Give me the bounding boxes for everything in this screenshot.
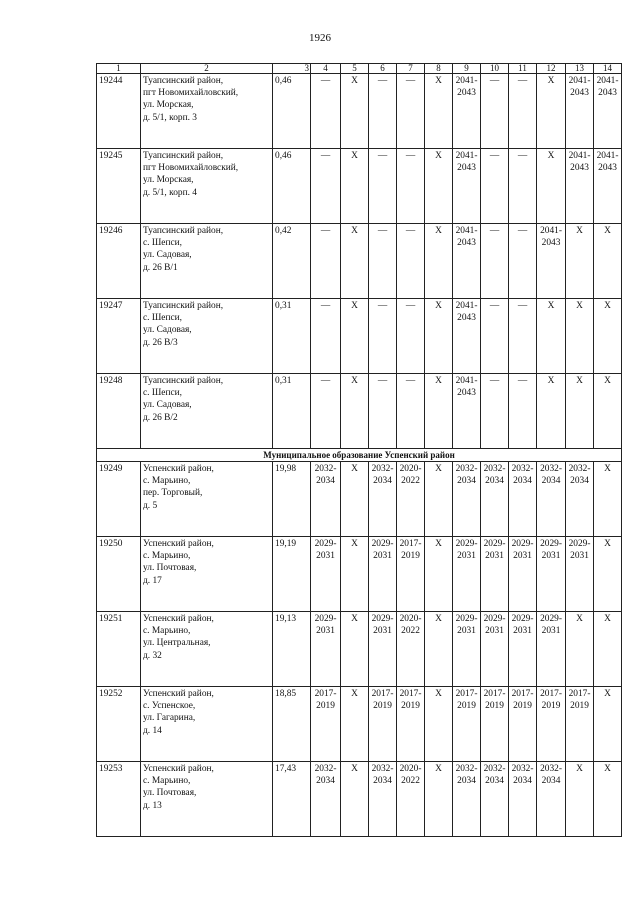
address-line: д. 13 (143, 800, 162, 811)
term-cell-c4: 2032-2034 (311, 462, 341, 537)
term-cell-c5: X (341, 687, 369, 762)
term-cell-c12: X (537, 374, 566, 449)
term-cell-c13: 2029-2031 (566, 537, 594, 612)
address-line: Туапсинский район, (143, 76, 224, 86)
term-cell-c4: — (311, 149, 341, 224)
term-cell-c5: X (341, 374, 369, 449)
address-line: ул. Почтовая, (143, 788, 197, 799)
area-cell: 19,98 (273, 462, 311, 537)
term-cell-c14: X (594, 224, 622, 299)
address-line: ул. Морская, (143, 175, 194, 186)
term-cell-c6: — (369, 299, 397, 374)
column-header: 1 (97, 64, 141, 74)
column-header: 6 (369, 64, 397, 74)
term-cell-c4: 2029-2031 (311, 612, 341, 687)
term-cell-c4: — (311, 224, 341, 299)
term-cell-c8: X (425, 224, 453, 299)
table-row (97, 687, 622, 762)
address-line: д. 5/1, корп. 4 (143, 187, 197, 198)
address-line: ул. Гагарина, (143, 713, 196, 724)
area-cell: 17,43 (273, 762, 311, 837)
term-cell-c7: 2020-2022 (397, 762, 425, 837)
term-cell-c12: 2017-2019 (537, 687, 566, 762)
term-cell-c14: X (594, 299, 622, 374)
term-cell-c11: 2017-2019 (509, 687, 537, 762)
term-cell-c13: 2041-2043 (566, 74, 594, 149)
term-cell-c9: 2041-2043 (453, 374, 481, 449)
term-cell-c9: 2017-2019 (453, 687, 481, 762)
term-cell-c12: 2032-2034 (537, 762, 566, 837)
address-line: ул. Садовая, (143, 250, 192, 261)
address-line: ул. Морская, (143, 100, 194, 111)
term-cell-c14: 2041-2043 (594, 74, 622, 149)
area-cell: 19,13 (273, 612, 311, 687)
term-cell-c14: X (594, 762, 622, 837)
term-cell-c6: 2032-2034 (369, 462, 397, 537)
term-cell-c10: 2029-2031 (481, 612, 509, 687)
term-cell-c5: X (341, 462, 369, 537)
column-header: 11 (509, 64, 537, 74)
term-cell-c10: 2029-2031 (481, 537, 509, 612)
table-row (97, 762, 622, 837)
address-line: пгт Новомихайловский, (143, 88, 239, 99)
address-line: д. 14 (143, 725, 162, 736)
section-title: Муниципальное образование Успенский район (97, 449, 622, 462)
term-cell-c14: 2041-2043 (594, 149, 622, 224)
address-line: с. Успенское, (143, 701, 196, 712)
term-cell-c5: X (341, 74, 369, 149)
address-line: Успенский район, (143, 464, 214, 474)
column-header: 3 (273, 64, 311, 74)
term-cell-c8: X (425, 462, 453, 537)
term-cell-c14: X (594, 462, 622, 537)
row-number: 19252 (97, 687, 141, 762)
address-line: Успенский район, (143, 614, 214, 624)
table-row (97, 374, 622, 449)
area-cell: 0,46 (273, 149, 311, 224)
area-cell: 18,85 (273, 687, 311, 762)
row-number: 19246 (97, 224, 141, 299)
column-header: 4 (311, 64, 341, 74)
table-row (97, 224, 622, 299)
address-line: д. 5/1, корп. 3 (143, 112, 197, 123)
address-line: Туапсинский район, (143, 301, 224, 311)
term-cell-c6: — (369, 224, 397, 299)
term-cell-c6: 2029-2031 (369, 612, 397, 687)
area-cell: 0,31 (273, 299, 311, 374)
address-line: ул. Садовая, (143, 400, 192, 411)
address-line: д. 26 В/3 (143, 337, 178, 348)
term-cell-c6: — (369, 374, 397, 449)
address-cell (141, 462, 273, 537)
term-cell-c5: X (341, 537, 369, 612)
term-cell-c10: — (481, 74, 509, 149)
term-cell-c7: 2020-2022 (397, 462, 425, 537)
address-line: с. Марьино, (143, 626, 191, 637)
term-cell-c7: — (397, 374, 425, 449)
term-cell-c9: 2029-2031 (453, 537, 481, 612)
term-cell-c9: 2032-2034 (453, 462, 481, 537)
term-cell-c8: X (425, 687, 453, 762)
table-row (97, 299, 622, 374)
table-row (97, 462, 622, 537)
term-cell-c13: X (566, 762, 594, 837)
address-cell (141, 687, 273, 762)
row-number: 19247 (97, 299, 141, 374)
term-cell-c14: X (594, 537, 622, 612)
address-line: д. 26 В/1 (143, 262, 178, 273)
address-cell (141, 299, 273, 374)
table-row (97, 537, 622, 612)
address-line: ул. Центральная, (143, 638, 211, 649)
term-cell-c11: 2032-2034 (509, 462, 537, 537)
column-header: 2 (141, 64, 273, 74)
term-cell-c5: X (341, 612, 369, 687)
address-line: с. Шепси, (143, 238, 183, 249)
term-cell-c11: — (509, 374, 537, 449)
term-cell-c7: — (397, 299, 425, 374)
term-cell-c13: X (566, 299, 594, 374)
term-cell-c5: X (341, 299, 369, 374)
term-cell-c6: 2017-2019 (369, 687, 397, 762)
address-cell (141, 224, 273, 299)
column-header: 13 (566, 64, 594, 74)
term-cell-c12: X (537, 299, 566, 374)
term-cell-c4: 2032-2034 (311, 762, 341, 837)
term-cell-c9: 2032-2034 (453, 762, 481, 837)
table-row (97, 612, 622, 687)
term-cell-c9: 2041-2043 (453, 224, 481, 299)
address-line: Туапсинский район, (143, 226, 224, 236)
address-cell (141, 612, 273, 687)
address-line: Успенский район, (143, 689, 214, 699)
column-header: 9 (453, 64, 481, 74)
term-cell-c8: X (425, 374, 453, 449)
column-header: 8 (425, 64, 453, 74)
term-cell-c7: 2017-2019 (397, 537, 425, 612)
term-cell-c13: X (566, 224, 594, 299)
term-cell-c10: 2017-2019 (481, 687, 509, 762)
term-cell-c11: 2032-2034 (509, 762, 537, 837)
term-cell-c4: — (311, 74, 341, 149)
area-cell: 19,19 (273, 537, 311, 612)
address-cell (141, 149, 273, 224)
address-line: Туапсинский район, (143, 376, 224, 386)
term-cell-c10: — (481, 374, 509, 449)
address-line: пгт Новомихайловский, (143, 163, 239, 174)
term-cell-c8: X (425, 299, 453, 374)
page-number: 1926 (309, 32, 331, 44)
address-cell (141, 537, 273, 612)
term-cell-c13: X (566, 374, 594, 449)
term-cell-c13: X (566, 612, 594, 687)
address-line: д. 32 (143, 650, 162, 661)
term-cell-c13: 2032-2034 (566, 462, 594, 537)
table-row (97, 74, 622, 149)
term-cell-c14: X (594, 374, 622, 449)
address-line: пер. Торговый, (143, 488, 203, 499)
term-cell-c7: 2017-2019 (397, 687, 425, 762)
row-number: 19244 (97, 74, 141, 149)
area-cell: 0,46 (273, 74, 311, 149)
area-cell: 0,31 (273, 374, 311, 449)
column-header: 12 (537, 64, 566, 74)
address-line: с. Шепси, (143, 388, 183, 399)
column-header: 7 (397, 64, 425, 74)
term-cell-c8: X (425, 762, 453, 837)
term-cell-c5: X (341, 762, 369, 837)
term-cell-c6: 2029-2031 (369, 537, 397, 612)
address-cell (141, 374, 273, 449)
address-line: с. Шепси, (143, 313, 183, 324)
buildings-table (96, 63, 622, 837)
term-cell-c11: — (509, 299, 537, 374)
term-cell-c12: 2041-2043 (537, 224, 566, 299)
address-line: д. 17 (143, 575, 162, 586)
column-header: 10 (481, 64, 509, 74)
section-row (97, 449, 622, 462)
term-cell-c11: 2029-2031 (509, 537, 537, 612)
term-cell-c8: X (425, 612, 453, 687)
address-line: д. 5 (143, 500, 158, 511)
term-cell-c10: 2032-2034 (481, 462, 509, 537)
term-cell-c8: X (425, 537, 453, 612)
address-cell (141, 762, 273, 837)
term-cell-c11: — (509, 74, 537, 149)
row-number: 19249 (97, 462, 141, 537)
address-line: д. 26 В/2 (143, 412, 178, 423)
term-cell-c10: — (481, 299, 509, 374)
address-line: с. Марьино, (143, 551, 191, 562)
row-number: 19253 (97, 762, 141, 837)
term-cell-c6: 2032-2034 (369, 762, 397, 837)
term-cell-c11: 2029-2031 (509, 612, 537, 687)
term-cell-c7: — (397, 149, 425, 224)
address-line: Туапсинский район, (143, 151, 224, 161)
address-line: ул. Почтовая, (143, 563, 197, 574)
row-number: 19245 (97, 149, 141, 224)
term-cell-c10: — (481, 224, 509, 299)
term-cell-c12: 2029-2031 (537, 537, 566, 612)
row-number: 19250 (97, 537, 141, 612)
term-cell-c12: 2032-2034 (537, 462, 566, 537)
term-cell-c9: 2041-2043 (453, 149, 481, 224)
term-cell-c4: — (311, 299, 341, 374)
term-cell-c4: 2017-2019 (311, 687, 341, 762)
term-cell-c11: — (509, 224, 537, 299)
term-cell-c4: — (311, 374, 341, 449)
column-header: 14 (594, 64, 622, 74)
address-line: с. Марьино, (143, 476, 191, 487)
area-cell: 0,42 (273, 224, 311, 299)
address-line: ул. Садовая, (143, 325, 192, 336)
row-number: 19248 (97, 374, 141, 449)
column-header-row (97, 64, 622, 74)
address-line: Успенский район, (143, 539, 214, 549)
term-cell-c7: — (397, 224, 425, 299)
term-cell-c5: X (341, 224, 369, 299)
term-cell-c14: X (594, 687, 622, 762)
table-row (97, 149, 622, 224)
term-cell-c7: 2020-2022 (397, 612, 425, 687)
address-line: с. Марьино, (143, 776, 191, 787)
column-header: 5 (341, 64, 369, 74)
term-cell-c13: 2041-2043 (566, 149, 594, 224)
term-cell-c8: X (425, 149, 453, 224)
term-cell-c12: X (537, 149, 566, 224)
term-cell-c9: 2041-2043 (453, 299, 481, 374)
term-cell-c11: — (509, 149, 537, 224)
term-cell-c12: 2029-2031 (537, 612, 566, 687)
term-cell-c6: — (369, 74, 397, 149)
term-cell-c9: 2041-2043 (453, 74, 481, 149)
address-cell (141, 74, 273, 149)
term-cell-c5: X (341, 149, 369, 224)
row-number: 19251 (97, 612, 141, 687)
term-cell-c10: — (481, 149, 509, 224)
address-line: Успенский район, (143, 764, 214, 774)
term-cell-c13: 2017-2019 (566, 687, 594, 762)
term-cell-c8: X (425, 74, 453, 149)
term-cell-c4: 2029-2031 (311, 537, 341, 612)
term-cell-c7: — (397, 74, 425, 149)
term-cell-c12: X (537, 74, 566, 149)
term-cell-c10: 2032-2034 (481, 762, 509, 837)
term-cell-c14: X (594, 612, 622, 687)
term-cell-c6: — (369, 149, 397, 224)
term-cell-c9: 2029-2031 (453, 612, 481, 687)
